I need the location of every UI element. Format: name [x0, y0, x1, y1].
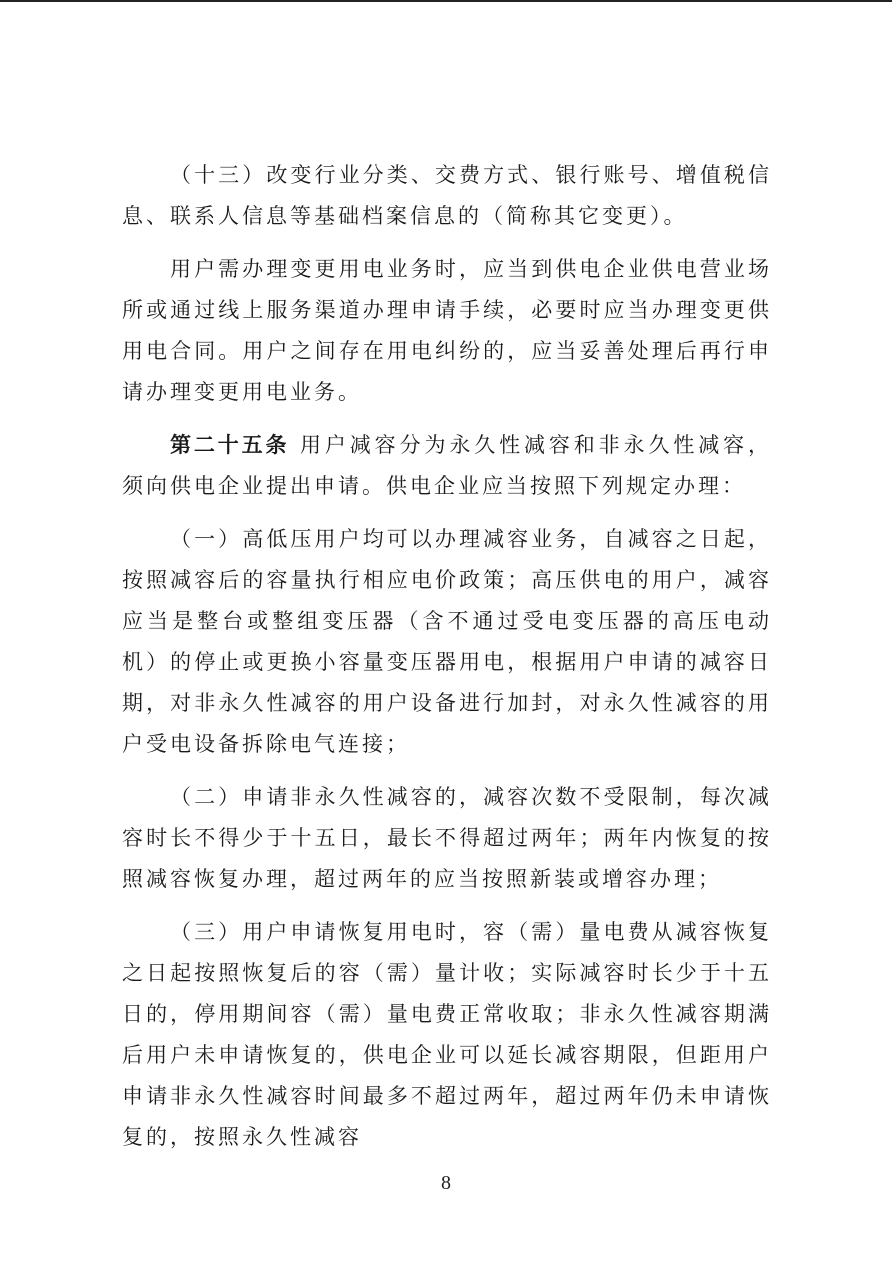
paragraph-item-3: [122, 912, 772, 1158]
paragraph-text: 用户减容分为永久性减容和非永久性减容，须向供电企业提出申请。供电企业应当按照下列规定办理：: [122, 433, 772, 498]
paragraph-text: （一）高低压用户均可以办理减容业务，自减容之日起，按照减容后的容量执行相应电价政策；高压供电的用户，减容应当是整台或整组变压器（含不通过受电变压器的高压电动机）的停止或更换小容量变压器用电，根据用户申请的减容日期，对非永久性减容的用户设备进行加封，对永久性减容的用户受电设备拆除电气连接；: [122, 527, 772, 756]
paragraph-change-procedure: [122, 249, 772, 413]
paragraph-text: （二）申请非永久性减容的，减容次数不受限制，每次减容时长不得少于十五日，最长不得超过两年；两年内恢复的按照减容恢复办理，超过两年的应当按照新装或增容办理；: [122, 785, 772, 891]
top-border-line: [0, 0, 892, 2]
paragraph-text: （十三）改变行业分类、交费方式、银行账号、增值税信息、联系人信息等基础档案信息的（简称其它变更）。: [122, 163, 772, 228]
article-heading: 第二十五条: [170, 433, 290, 457]
document-body: [122, 155, 772, 1170]
paragraph-item-1: [122, 519, 772, 765]
paragraph-text: 用户需办理变更用电业务时，应当到供电企业供电营业场所或通过线上服务渠道办理申请手续，必要时应当办理变更供用电合同。用户之间存在用电纠纷的，应当妥善处理后再行申请办理变更用电业务。: [122, 257, 772, 404]
page-number: 8: [441, 1172, 451, 1194]
paragraph-item-13: [122, 155, 772, 237]
paragraph-item-2: [122, 777, 772, 900]
paragraph-text: （三）用户申请恢复用电时，容（需）量电费从减容恢复之日起按照恢复后的容（需）量计收；实际减容时长少于十五日的，停用期间容（需）量电费正常收取；非永久性减容期满后用户未申请恢复的，供电企业可以延长减容期限，但距用户申请非永久性减容时间最多不超过两年，超过两年仍未申请恢复的，按照永久性减容: [122, 920, 772, 1149]
paragraph-article-25: [122, 425, 772, 507]
